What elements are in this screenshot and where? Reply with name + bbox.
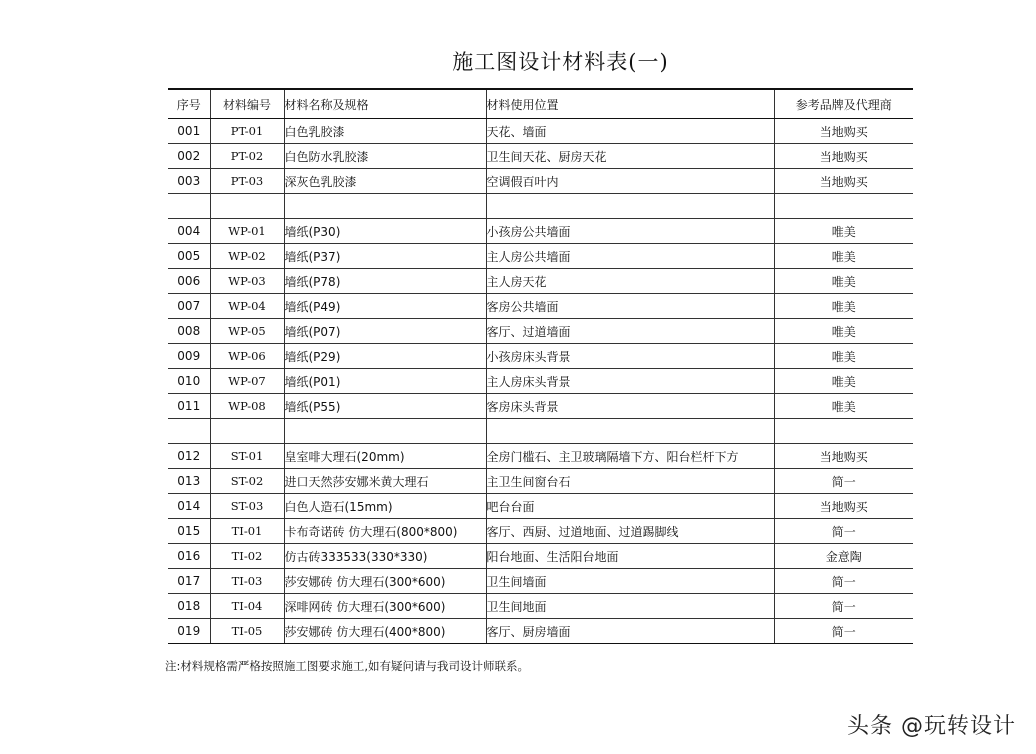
cell-usage-location: 客厅、西厨、过道地面、过道踢脚线: [486, 519, 774, 544]
cell-serial-number: 013: [168, 469, 210, 494]
table-row: [168, 219, 913, 244]
cell-serial-number: 010: [168, 369, 210, 394]
cell-material-code: PT-02: [210, 144, 284, 169]
cell-brand: 简一: [774, 469, 913, 494]
table-row: [168, 244, 913, 269]
cell-serial-number: 012: [168, 444, 210, 469]
table-row: [168, 494, 913, 519]
cell-material-name: 深啡网砖 仿大理石(300*600): [284, 594, 486, 619]
table-row: [168, 319, 913, 344]
header-brand: 参考品牌及代理商: [774, 89, 913, 119]
table-row: [168, 294, 913, 319]
cell-usage-location: 全房门槛石、主卫玻璃隔墙下方、阳台栏杆下方: [486, 444, 774, 469]
cell-material-name: [284, 194, 486, 219]
cell-usage-location: 主人房公共墙面: [486, 244, 774, 269]
cell-material-name: 仿古砖333533(330*330): [284, 544, 486, 569]
cell-material-name: 白色防水乳胶漆: [284, 144, 486, 169]
cell-brand: 当地购买: [774, 169, 913, 194]
table-row: [168, 419, 913, 444]
cell-material-code: PT-01: [210, 119, 284, 144]
watermark: 头条 @玩转设计: [847, 714, 1016, 739]
page-title: 施工图设计材料表(一): [452, 50, 669, 74]
cell-serial-number: [168, 419, 210, 444]
cell-usage-location: [486, 194, 774, 219]
cell-usage-location: 卫生间墙面: [486, 569, 774, 594]
cell-material-code: ST-01: [210, 444, 284, 469]
cell-material-name: 白色乳胶漆: [284, 119, 486, 144]
cell-serial-number: 007: [168, 294, 210, 319]
table-row: [168, 369, 913, 394]
cell-material-name: 卡布奇诺砖 仿大理石(800*800): [284, 519, 486, 544]
cell-material-code: WP-07: [210, 369, 284, 394]
footnote: 注:材料规格需严格按照施工图要求施工,如有疑问请与我司设计师联系。: [165, 659, 530, 673]
cell-brand: 唯美: [774, 319, 913, 344]
cell-usage-location: 主人房床头背景: [486, 369, 774, 394]
cell-serial-number: 014: [168, 494, 210, 519]
cell-material-name: 墙纸(P29): [284, 344, 486, 369]
table-row: [168, 169, 913, 194]
table-body: [168, 119, 913, 644]
cell-material-name: 墙纸(P49): [284, 294, 486, 319]
cell-material-code: TI-01: [210, 519, 284, 544]
cell-material-code: WP-08: [210, 394, 284, 419]
cell-serial-number: 002: [168, 144, 210, 169]
cell-brand: 唯美: [774, 219, 913, 244]
cell-usage-location: [486, 419, 774, 444]
cell-brand: 唯美: [774, 344, 913, 369]
cell-material-code: ST-02: [210, 469, 284, 494]
cell-material-code: WP-04: [210, 294, 284, 319]
table-header-row: [168, 89, 913, 119]
cell-usage-location: 客厅、过道墙面: [486, 319, 774, 344]
cell-usage-location: 主卫生间窗台石: [486, 469, 774, 494]
cell-serial-number: 004: [168, 219, 210, 244]
table-row: [168, 469, 913, 494]
cell-serial-number: [168, 194, 210, 219]
cell-material-code: WP-01: [210, 219, 284, 244]
table-row: [168, 144, 913, 169]
cell-material-code: [210, 419, 284, 444]
header-material-name: 材料名称及规格: [284, 89, 486, 119]
cell-usage-location: 主人房天花: [486, 269, 774, 294]
cell-material-name: 墙纸(P78): [284, 269, 486, 294]
cell-material-code: PT-03: [210, 169, 284, 194]
cell-material-name: 深灰色乳胶漆: [284, 169, 486, 194]
table-row: [168, 619, 913, 644]
cell-material-name: 墙纸(P37): [284, 244, 486, 269]
cell-material-code: ST-03: [210, 494, 284, 519]
cell-brand: 当地购买: [774, 444, 913, 469]
cell-serial-number: 001: [168, 119, 210, 144]
cell-material-name: [284, 419, 486, 444]
cell-material-code: TI-05: [210, 619, 284, 644]
cell-serial-number: 011: [168, 394, 210, 419]
materials-table: [168, 88, 913, 644]
cell-material-name: 莎安娜砖 仿大理石(300*600): [284, 569, 486, 594]
cell-serial-number: 006: [168, 269, 210, 294]
cell-usage-location: 阳台地面、生活阳台地面: [486, 544, 774, 569]
cell-serial-number: 016: [168, 544, 210, 569]
cell-material-code: WP-02: [210, 244, 284, 269]
cell-brand: 当地购买: [774, 144, 913, 169]
table-row: [168, 394, 913, 419]
table-row: [168, 269, 913, 294]
cell-material-name: 皇室啡大理石(20mm): [284, 444, 486, 469]
table-row: [168, 519, 913, 544]
cell-serial-number: 015: [168, 519, 210, 544]
cell-material-code: [210, 194, 284, 219]
cell-brand: 唯美: [774, 369, 913, 394]
cell-serial-number: 018: [168, 594, 210, 619]
cell-serial-number: 009: [168, 344, 210, 369]
cell-usage-location: 卫生间天花、厨房天花: [486, 144, 774, 169]
header-serial-number: 序号: [168, 89, 210, 119]
header-material-code: 材料编号: [210, 89, 284, 119]
cell-material-code: TI-03: [210, 569, 284, 594]
cell-usage-location: 空调假百叶内: [486, 169, 774, 194]
cell-brand: 唯美: [774, 269, 913, 294]
cell-brand: 简一: [774, 569, 913, 594]
cell-brand: 当地购买: [774, 494, 913, 519]
cell-brand: 简一: [774, 619, 913, 644]
cell-brand: 唯美: [774, 244, 913, 269]
cell-material-name: 墙纸(P30): [284, 219, 486, 244]
cell-usage-location: 卫生间地面: [486, 594, 774, 619]
cell-usage-location: 客厅、厨房墙面: [486, 619, 774, 644]
cell-usage-location: 客房公共墙面: [486, 294, 774, 319]
cell-brand: 当地购买: [774, 119, 913, 144]
header-usage-location: 材料使用位置: [486, 89, 774, 119]
cell-material-code: TI-04: [210, 594, 284, 619]
cell-usage-location: 吧台台面: [486, 494, 774, 519]
cell-brand: 唯美: [774, 294, 913, 319]
cell-brand: [774, 194, 913, 219]
cell-usage-location: 小孩房床头背景: [486, 344, 774, 369]
table-row: [168, 194, 913, 219]
cell-brand: 金意陶: [774, 544, 913, 569]
cell-serial-number: 008: [168, 319, 210, 344]
cell-serial-number: 005: [168, 244, 210, 269]
cell-serial-number: 019: [168, 619, 210, 644]
table-row: [168, 544, 913, 569]
cell-brand: [774, 419, 913, 444]
table-row: [168, 444, 913, 469]
cell-usage-location: 天花、墙面: [486, 119, 774, 144]
cell-material-code: WP-03: [210, 269, 284, 294]
table-row: [168, 569, 913, 594]
cell-brand: 简一: [774, 594, 913, 619]
cell-material-code: WP-06: [210, 344, 284, 369]
cell-brand: 简一: [774, 519, 913, 544]
cell-usage-location: 客房床头背景: [486, 394, 774, 419]
table-row: [168, 344, 913, 369]
table-row: [168, 119, 913, 144]
table-row: [168, 594, 913, 619]
cell-material-name: 墙纸(P07): [284, 319, 486, 344]
cell-usage-location: 小孩房公共墙面: [486, 219, 774, 244]
cell-material-name: 白色人造石(15mm): [284, 494, 486, 519]
cell-material-code: TI-02: [210, 544, 284, 569]
cell-material-name: 墙纸(P01): [284, 369, 486, 394]
cell-material-name: 莎安娜砖 仿大理石(400*800): [284, 619, 486, 644]
cell-serial-number: 003: [168, 169, 210, 194]
cell-material-name: 进口天然莎安娜米黄大理石: [284, 469, 486, 494]
cell-material-name: 墙纸(P55): [284, 394, 486, 419]
cell-material-code: WP-05: [210, 319, 284, 344]
cell-brand: 唯美: [774, 394, 913, 419]
cell-serial-number: 017: [168, 569, 210, 594]
